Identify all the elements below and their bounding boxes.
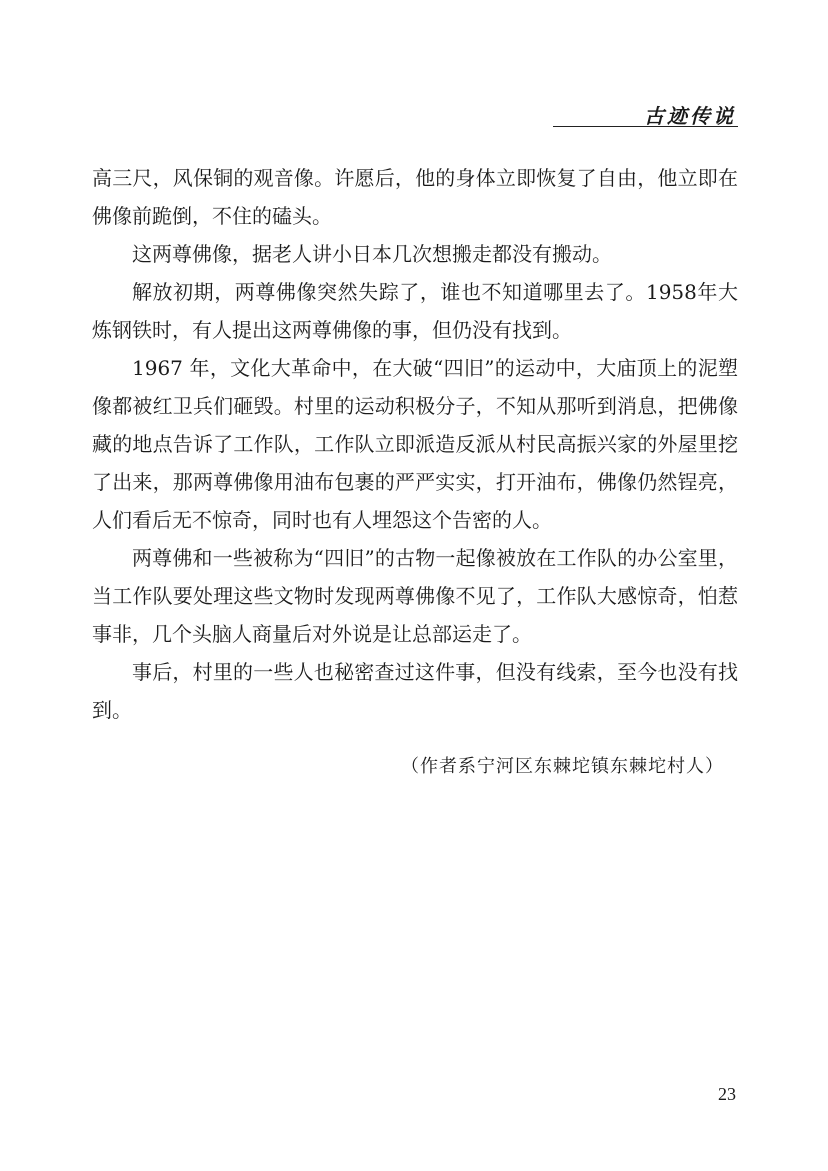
- paragraph: 这两尊佛像，据老人讲小日本几次想搬走都没有搬动。: [132, 242, 612, 266]
- header-rule: [553, 126, 738, 127]
- paragraph: 事后，村里的一些人也秘密查过这件事，但没有线索，至今也没有找到。: [92, 660, 738, 722]
- running-header: 古迹传说: [644, 104, 736, 128]
- paragraph-continued: 高三尺，风保铜的观音像。许愿后，他的身体立即恢复了自由，他立即在佛像前跪倒，不住的磕头。: [92, 166, 738, 228]
- body-text: [92, 159, 738, 729]
- page-number: 23: [718, 1084, 736, 1104]
- paragraph: 两尊佛和一些被称为“四旧”的古物一起像被放在工作队的办公室里，当工作队要处理这些文物时发现两尊佛像不见了，工作队大感惊奇，怕惹事非，几个头脑人商量后对外说是让总部运走了。: [92, 546, 738, 646]
- paragraph: 解放初期，两尊佛像突然失踪了，谁也不知道哪里去了。1958年大炼钢铁时，有人提出这两尊佛像的事，但仍没有找到。: [92, 280, 738, 342]
- paragraph: 1967 年，文化大革命中，在大破“四旧”的运动中，大庙顶上的泥塑像都被红卫兵们砸毁。村里的运动积极分子，不知从那听到消息，把佛像藏的地点告诉了工作队，工作队立即派造反派从村民高振兴家的外屋里挖了出来，那两尊佛像用油布包裹的严严实实，打开油布，佛像仍然锃亮，人们看后无不惊奇，同时也有人埋怨这个告密的人。: [92, 356, 738, 532]
- author-signature: （作者系宁河区东棘坨镇东棘坨村人）: [401, 756, 724, 777]
